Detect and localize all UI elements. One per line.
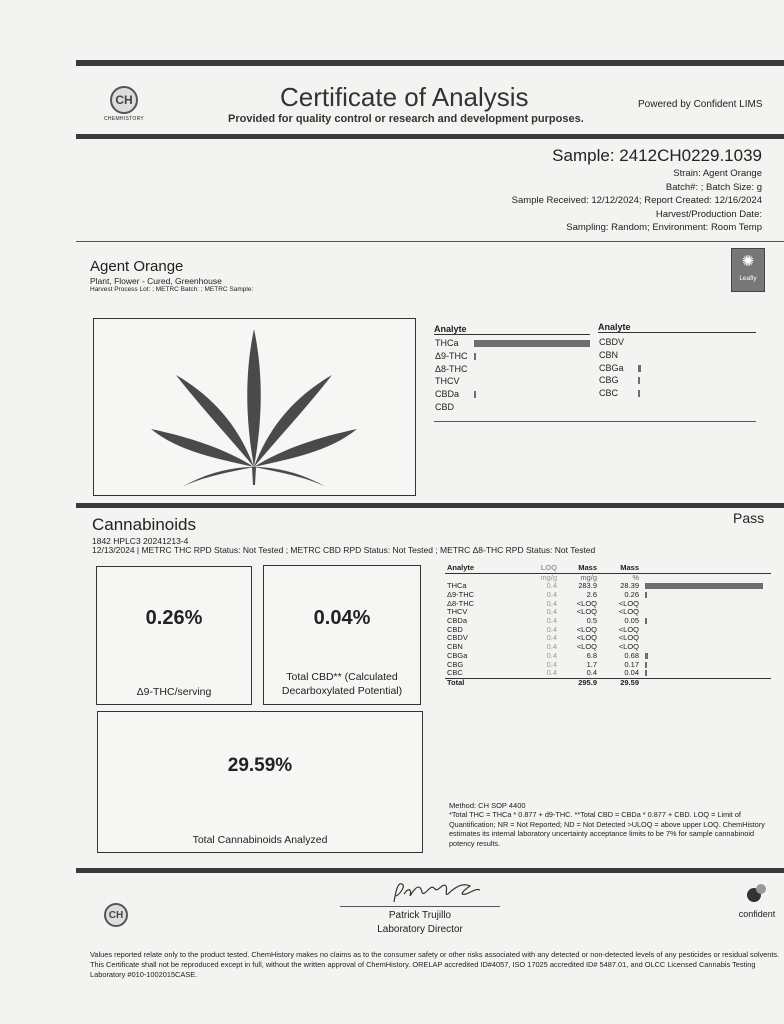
summary-row-cbd xyxy=(435,401,595,414)
method-note: Method: CH SOP 4400 xyxy=(449,801,526,810)
cell-mass-pct: <LOQ xyxy=(618,607,639,617)
header-rule xyxy=(76,134,784,139)
cell-bar xyxy=(641,582,771,591)
total-cannabinoids-value: 29.59% xyxy=(227,755,293,776)
sample-divider xyxy=(76,241,784,242)
cannabinoids-title: Cannabinoids xyxy=(92,515,196,534)
col-analyte: Analyte xyxy=(445,562,521,573)
summary-bar xyxy=(474,353,476,360)
cell-analyte: CBN xyxy=(447,642,463,652)
cell-loq: 0.4 xyxy=(546,650,557,660)
summary-bar xyxy=(638,390,640,397)
summary-row-cbda xyxy=(435,388,595,401)
table-row xyxy=(445,600,771,609)
total-cbd-value: 0.04% xyxy=(313,607,371,629)
signature-image xyxy=(386,878,486,908)
summary-bar xyxy=(638,365,641,372)
batch: Batch#: ; Batch Size: g xyxy=(665,181,762,193)
col-bar xyxy=(641,562,771,573)
mass-bar xyxy=(645,592,647,598)
table-row xyxy=(445,617,771,626)
product-lots: Harvest Process Lot: ; METRC Batch: ; METRC Sample: xyxy=(90,286,254,293)
cell-mass-mgg: 0.4 xyxy=(586,668,597,678)
cell-loq: 0.4 xyxy=(546,642,557,652)
mass-bar xyxy=(645,653,648,659)
table-row xyxy=(445,669,771,678)
cell-bar xyxy=(641,669,771,678)
cell-analyte: CBC xyxy=(447,668,463,678)
cell-mass-pct: 0.68 xyxy=(624,650,639,660)
unit-loq: mg/g xyxy=(540,572,557,582)
chemhistory-logo xyxy=(104,86,144,122)
mass-bar xyxy=(645,618,647,624)
sample-details xyxy=(512,167,762,235)
results-table xyxy=(445,562,771,688)
cell-analyte: Δ9-THC xyxy=(447,589,475,599)
confident-logo-icon xyxy=(746,882,768,904)
product-name: Agent Orange xyxy=(90,258,184,275)
rpd-status-line: 12/13/2024 | METRC THC RPD Status: Not Tested ; METRC CBD RPD Status: Not Tested ; METRC Δ8-THC RPD Status: Not Tested xyxy=(92,545,596,555)
cell-analyte: CBGa xyxy=(447,650,468,660)
summary-analyte-label: CBGa xyxy=(599,362,624,373)
powered-by: Powered by Confident LIMS xyxy=(638,99,763,110)
thc-serving-box xyxy=(96,566,252,705)
table-row xyxy=(445,626,771,635)
leafly-sun-icon: ✺ xyxy=(741,253,755,270)
cell-analyte: CBDV xyxy=(447,633,468,643)
signer-role: Laboratory Director xyxy=(377,924,463,935)
cell-loq: 0.4 xyxy=(546,598,557,608)
cannabis-leaf-icon xyxy=(94,319,415,495)
table-row xyxy=(445,608,771,617)
confident-logo xyxy=(733,882,781,919)
total-cannabinoids-box xyxy=(97,711,423,853)
cell-mass-mgg: 283.9 xyxy=(578,581,597,591)
cell-mass-mgg: 1.7 xyxy=(586,659,597,669)
pass-status: Pass xyxy=(733,510,765,526)
thc-serving-value: 0.26% xyxy=(145,607,203,629)
summary-analyte-label: THCV xyxy=(435,376,460,387)
cell-loq: 0.4 xyxy=(546,668,557,678)
signer-name: Patrick Trujillo xyxy=(388,910,452,921)
summary-row-cbc xyxy=(599,387,759,400)
cell-loq: 0.4 xyxy=(546,607,557,617)
product-type: Plant, Flower - Cured, Greenhouse xyxy=(90,276,222,286)
cell-mass-pct: <LOQ xyxy=(618,624,639,634)
mass-bar xyxy=(645,583,763,589)
cell-loq: 0.4 xyxy=(546,633,557,643)
cell-bar xyxy=(641,591,771,600)
cell-mass-pct: 0.05 xyxy=(624,616,639,626)
cell-analyte: THCV xyxy=(447,607,468,617)
table-row xyxy=(445,643,771,652)
top-rule xyxy=(76,60,784,66)
summary-row-8thc xyxy=(435,363,595,376)
table-row xyxy=(445,634,771,643)
ch-logo-small-icon: CH xyxy=(104,903,128,927)
summary-analyte-label: CBD xyxy=(435,402,455,412)
cell-loq: 0.4 xyxy=(546,659,557,669)
cell-mass-pct: 28.39 xyxy=(620,581,639,591)
cell-mass-mgg: <LOQ xyxy=(576,642,597,652)
summary-analyte-label: Δ8-THC xyxy=(435,363,468,374)
summary-row-cbdv xyxy=(599,336,759,349)
cell-mass-mgg: 0.5 xyxy=(586,616,597,626)
summary-row-9thc xyxy=(435,350,595,363)
col-loq: LOQ xyxy=(521,562,559,573)
cell-bar xyxy=(641,634,771,643)
received-date: Sample Received: 12/12/2024; Report Created: 12/16/2024 xyxy=(511,195,762,206)
total-cannabinoids-label: Total Cannabinoids Analyzed xyxy=(192,834,328,846)
cell-analyte: THCa xyxy=(447,581,467,591)
product-image xyxy=(93,318,416,496)
cell-mass-pct: <LOQ xyxy=(618,633,639,643)
summary-bottom-rule xyxy=(434,421,756,422)
thc-serving-label: Δ9-THC/serving xyxy=(136,686,212,698)
total-pct: 29.59 xyxy=(599,678,641,687)
mass-bar xyxy=(645,662,647,668)
cell-mass-pct: <LOQ xyxy=(618,598,639,608)
harvest-date: Harvest/Production Date: xyxy=(655,208,762,220)
total-cbd-label: Total CBD** (Calculated Decarboxylated Potential) xyxy=(281,671,403,697)
cell-analyte: Δ8-THC xyxy=(447,598,475,608)
signature-line xyxy=(340,906,500,907)
cell-mass-mgg: <LOQ xyxy=(576,624,597,634)
summary-row-cbg xyxy=(599,374,759,387)
summary-analyte-label: THCa xyxy=(435,338,459,348)
strain: Strain: Agent Orange xyxy=(673,168,762,179)
unit-pct: % xyxy=(632,572,639,582)
summary-row-cbn xyxy=(599,349,759,362)
leafly-badge xyxy=(731,248,765,292)
summary-row-thcv xyxy=(435,375,595,388)
page-title: Certificate of Analysis xyxy=(280,82,529,112)
summary-analyte-label: CBN xyxy=(599,349,619,360)
table-row xyxy=(445,661,771,670)
cell-loq: 0.4 xyxy=(546,589,557,599)
total-mgg: 295.9 xyxy=(559,678,599,687)
unit-mgg: mg/g xyxy=(580,572,597,582)
cell-mass-mgg: <LOQ xyxy=(576,607,597,617)
total-row xyxy=(445,678,771,687)
cell-bar xyxy=(641,643,771,652)
table-row xyxy=(445,591,771,600)
cell-analyte: CBDa xyxy=(447,616,468,626)
total-cbd-box xyxy=(263,565,421,705)
cell-bar xyxy=(641,626,771,635)
logo-text: CHEMHISTORY xyxy=(104,116,145,122)
cell-mass-pct: 0.26 xyxy=(624,589,639,599)
signature-rule xyxy=(76,868,784,873)
sample-id: Sample: 2412CH0229.1039 xyxy=(552,146,762,165)
summary-analyte-label: CBDa xyxy=(435,389,460,400)
summary-bar xyxy=(474,391,476,398)
cell-bar xyxy=(641,608,771,617)
cell-loq: 0.4 xyxy=(546,616,557,626)
method-line: 1842 HPLC3 20241213-4 xyxy=(92,536,189,546)
confident-label: confident xyxy=(738,909,776,919)
cell-bar xyxy=(641,652,771,661)
summary-analyte-label: Δ9-THC xyxy=(435,350,468,361)
cell-bar xyxy=(641,661,771,670)
footer-ch-logo xyxy=(104,903,128,927)
mass-bar xyxy=(645,670,647,676)
cannabinoids-rule xyxy=(76,503,784,508)
summary-row-cbga xyxy=(599,362,759,375)
cell-mass-mgg: <LOQ xyxy=(576,598,597,608)
leafly-label: Leafly xyxy=(739,275,757,282)
summary-analyte-label: CBG xyxy=(599,375,619,386)
cell-mass-mgg: <LOQ xyxy=(576,633,597,643)
col-mass-mgg: Mass xyxy=(559,562,599,573)
cell-loq: 0.4 xyxy=(546,581,557,591)
table-row xyxy=(445,582,771,591)
calculation-notes: *Total THC = THCa * 0.877 + d9-THC. **Total CBD = CBDa * 0.877 + CBD. LOQ = Limit of Quantification; NR = Not Reported; ND = Not Detected >ULOQ = above upper LOQ. ChemHistory estimates its internal laboratory uncertainty acceptance limits to be 7% for sample cannabinoid potency results. xyxy=(449,810,765,848)
ch-logo-icon: CH xyxy=(110,86,138,114)
summary-analyte-label: CBC xyxy=(599,388,619,399)
summary-bar xyxy=(474,340,590,347)
cell-bar xyxy=(641,600,771,609)
summary-header-right: Analyte xyxy=(598,322,756,333)
page-subtitle: Provided for quality control or research and development purposes. xyxy=(228,113,584,125)
cell-mass-mgg: 6.8 xyxy=(586,650,597,660)
disclaimer: Values reported relate only to the product tested. ChemHistory makes no claims as to the consumer safety or other risks associated with any detected or non-detected levels of any pesticides or residual solvents. This Certificate shall not be reproduced except in full, without the written approval of ChemHistory. ORELAP accredited ID#4057, ISO 17025 accredited ID# 5487.01, and OLCC Licensed Cannabis Testing Laboratory #010-1002015CASE. xyxy=(90,950,780,979)
summary-analyte-label: CBDV xyxy=(599,337,625,347)
cell-bar xyxy=(641,617,771,626)
cell-mass-mgg: 2.6 xyxy=(586,589,597,599)
summary-bar xyxy=(638,377,640,384)
table-row xyxy=(445,652,771,661)
sampling-info: Sampling: Random; Environment: Room Temp xyxy=(566,222,762,233)
total-label: Total xyxy=(445,678,521,687)
cell-loq: 0.4 xyxy=(546,624,557,634)
units-row xyxy=(445,573,771,582)
summary-row-thca xyxy=(435,337,595,350)
cell-mass-pct: 0.04 xyxy=(624,668,639,678)
cell-analyte: CBD xyxy=(447,624,463,634)
col-mass-pct: Mass xyxy=(599,562,641,573)
cell-mass-pct: <LOQ xyxy=(618,642,639,652)
cell-mass-pct: 0.17 xyxy=(624,659,639,669)
summary-header-left: Analyte xyxy=(434,324,590,335)
cell-analyte: CBG xyxy=(447,659,464,669)
